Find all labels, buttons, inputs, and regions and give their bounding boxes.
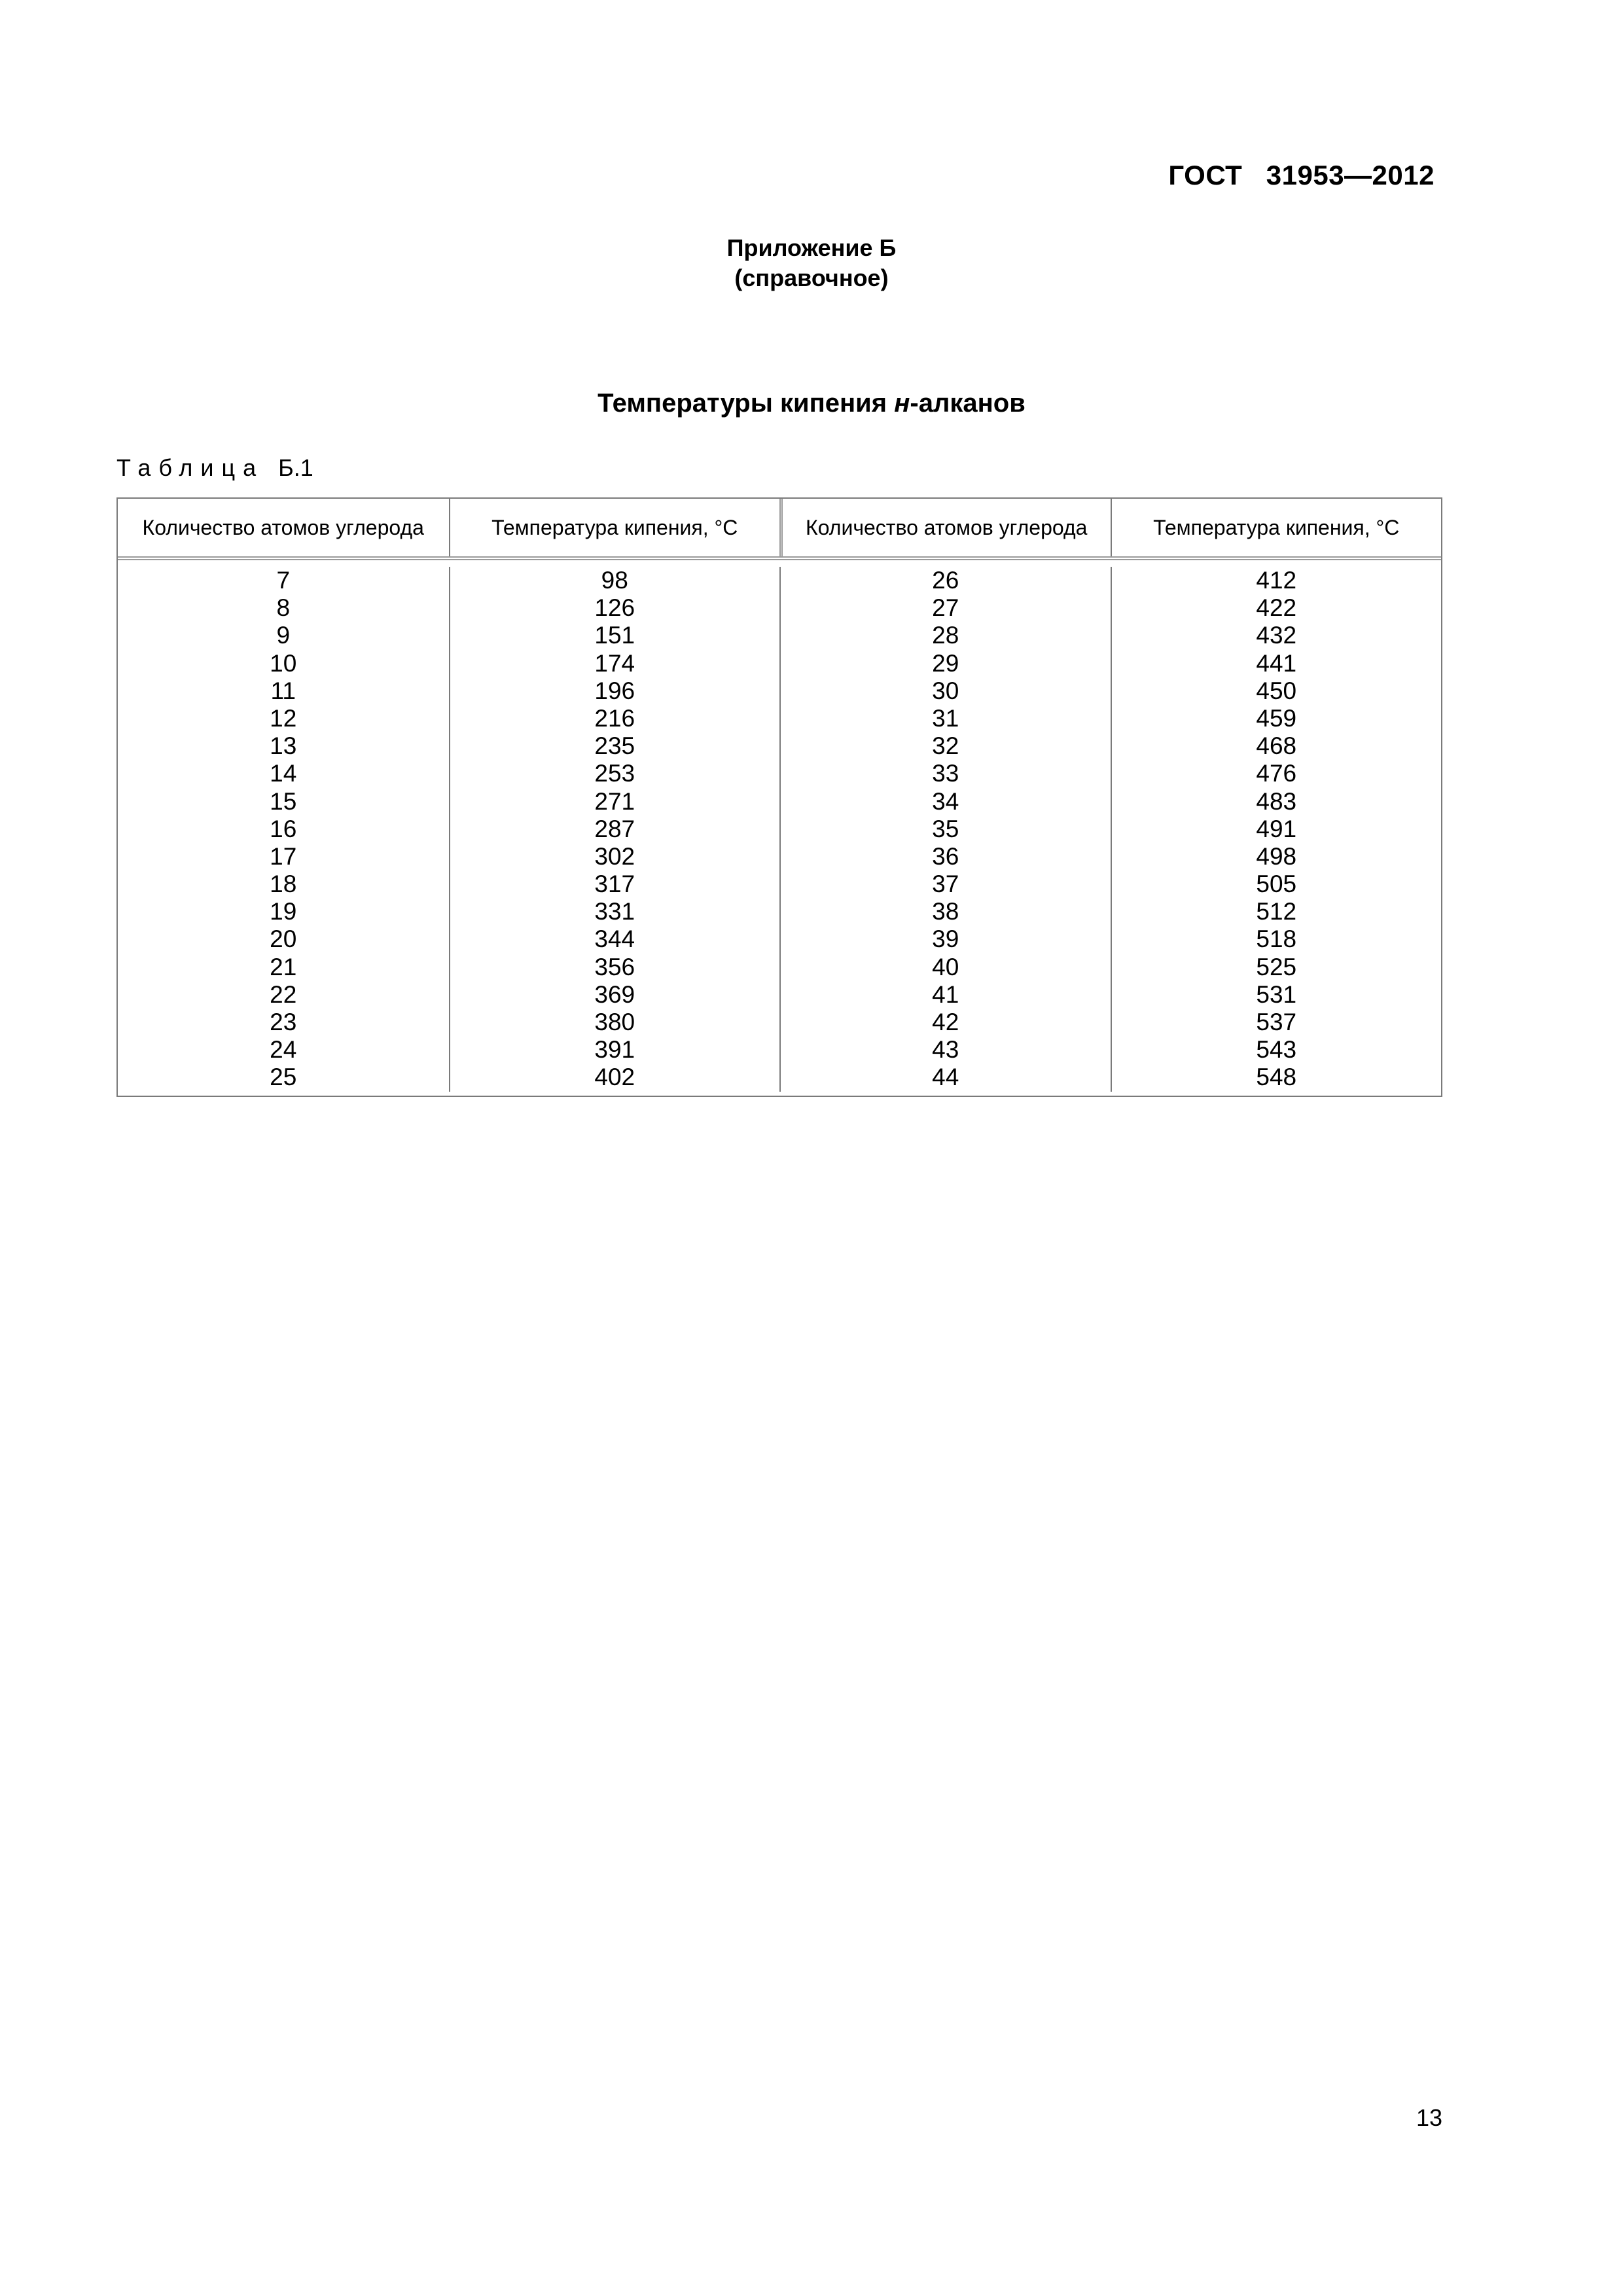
- table-cell: 9: [276, 622, 291, 649]
- table-cell: 422: [1256, 594, 1297, 622]
- table-cell: 450: [1256, 677, 1297, 704]
- table-cell: 531: [1256, 980, 1297, 1008]
- table-cell: 7: [276, 567, 291, 594]
- table-cell: 20: [270, 925, 297, 953]
- table-cell: 29: [932, 649, 959, 677]
- table-cell: 302: [594, 842, 635, 870]
- table-cell: 19: [270, 898, 297, 925]
- table-cell: 22: [270, 980, 297, 1008]
- table-header-row: [118, 499, 1441, 560]
- table-cell: 468: [1256, 732, 1297, 760]
- annex-title-start: Температуры кипения: [597, 389, 895, 418]
- table-cell: 36: [932, 842, 959, 870]
- table-cell: 43: [932, 1036, 959, 1064]
- table-cell: 31: [932, 704, 959, 732]
- column-header: Количество атомов углерода: [779, 499, 1111, 556]
- table-cell: 11: [270, 677, 296, 704]
- table-cell: 391: [594, 1036, 635, 1064]
- annex-status: (справочное): [734, 264, 889, 291]
- column-right-temperature: [1111, 567, 1442, 1092]
- table-cell: 17: [270, 842, 297, 870]
- table-cell: 27: [932, 594, 959, 622]
- table-cell: 21: [270, 953, 297, 980]
- table-cell: 13: [270, 732, 297, 760]
- column-header: Количество атомов углерода: [142, 515, 424, 539]
- table-cell: 14: [270, 760, 297, 787]
- annex-label: Приложение Б: [726, 234, 897, 261]
- boiling-points-table: [116, 497, 1442, 1097]
- table-cell: 33: [932, 760, 959, 787]
- page-number: 13: [1416, 2104, 1442, 2131]
- table-cell: 476: [1256, 760, 1297, 787]
- table-caption: [116, 454, 313, 482]
- table-cell: 344: [594, 925, 635, 953]
- table-cell: 10: [270, 649, 297, 677]
- standard-designation: ГОСТ 31953—2012: [1168, 160, 1435, 190]
- table-cell: 543: [1256, 1036, 1297, 1064]
- table-cell: 331: [594, 898, 635, 925]
- column-header: Температура кипения, °С: [1111, 499, 1442, 556]
- column-left-carbon: [118, 567, 449, 1092]
- table-cell: 16: [270, 815, 297, 842]
- table-caption-word: Таблица: [116, 454, 264, 481]
- table-cell: 26: [932, 567, 959, 594]
- table-cell: 537: [1256, 1009, 1297, 1035]
- table-cell: 505: [1256, 870, 1297, 898]
- table-cell: 40: [932, 953, 959, 980]
- table-cell: 402: [594, 1064, 635, 1091]
- table-cell: 356: [594, 953, 635, 980]
- table-cell: 525: [1256, 953, 1297, 980]
- table-cell: 518: [1256, 925, 1297, 953]
- table-cell: 512: [1256, 898, 1297, 925]
- table-cell: 317: [594, 870, 635, 898]
- table-cell: 498: [1256, 842, 1297, 870]
- table-cell: 34: [932, 787, 959, 815]
- table-cell: 216: [594, 704, 635, 732]
- annex-title-end: -алканов: [910, 389, 1026, 418]
- annex-heading: [0, 233, 1623, 293]
- annex-title-italic: н: [894, 389, 910, 418]
- table-caption-number: Б.1: [278, 454, 313, 481]
- table-cell: 44: [932, 1064, 959, 1091]
- table-cell: 196: [594, 677, 635, 704]
- table-cell: 380: [594, 1009, 635, 1035]
- table-cell: 30: [932, 677, 959, 704]
- column-left-temperature: [449, 567, 780, 1092]
- table-cell: 151: [594, 622, 635, 649]
- table-cell: 25: [270, 1064, 297, 1091]
- table-cell: 32: [932, 732, 959, 760]
- table-cell: 548: [1256, 1064, 1297, 1091]
- table-cell: 18: [270, 870, 297, 898]
- annex-title: [0, 389, 1623, 418]
- table-cell: 28: [932, 622, 959, 649]
- table-cell: 8: [276, 594, 291, 622]
- table-cell: 23: [270, 1009, 297, 1035]
- table-cell: 253: [594, 760, 635, 787]
- table-cell: 483: [1256, 787, 1297, 815]
- table-cell: 126: [594, 594, 635, 622]
- column-right-carbon: [779, 567, 1111, 1092]
- table-cell: 15: [270, 787, 297, 815]
- table-cell: 432: [1256, 622, 1297, 649]
- table-cell: 174: [594, 649, 635, 677]
- table-cell: 491: [1256, 815, 1297, 842]
- table-cell: 271: [594, 787, 635, 815]
- table-cell: 459: [1256, 704, 1297, 732]
- table-cell: 235: [594, 732, 635, 760]
- table-cell: 41: [932, 980, 959, 1008]
- table-cell: 287: [594, 815, 635, 842]
- table-cell: 12: [270, 704, 297, 732]
- table-cell: 39: [932, 925, 959, 953]
- table-cell: 369: [594, 980, 635, 1008]
- table-cell: 42: [932, 1009, 959, 1035]
- table-cell: 35: [932, 815, 959, 842]
- column-header: Температура кипения, °С: [449, 499, 780, 556]
- table-cell: 412: [1256, 567, 1297, 594]
- table-cell: 24: [270, 1036, 297, 1064]
- table-cell: 38: [932, 898, 959, 925]
- table-cell: 441: [1256, 649, 1297, 677]
- table-body: [118, 560, 1441, 1096]
- table-cell: 37: [932, 870, 959, 898]
- table-cell: 98: [601, 567, 628, 594]
